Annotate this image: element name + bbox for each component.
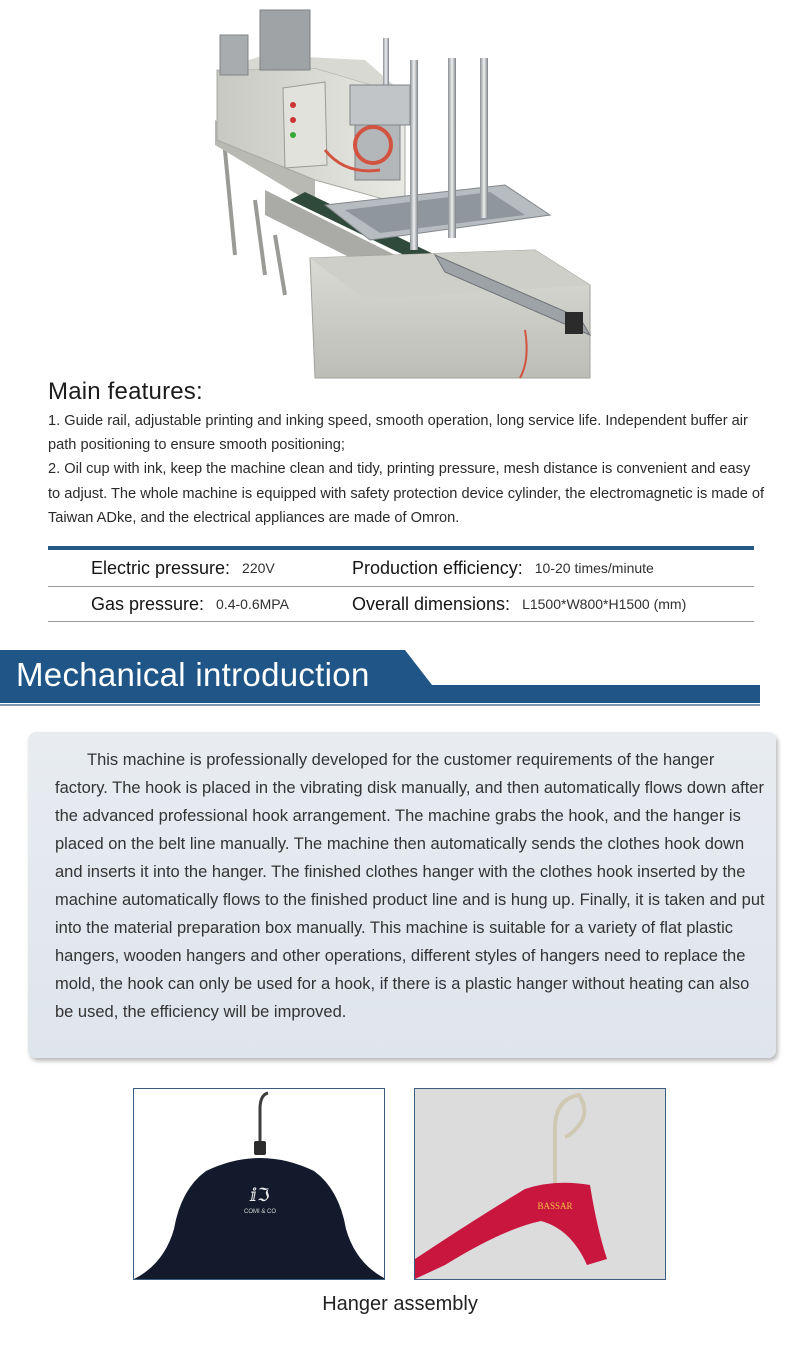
spec-dimensions xyxy=(352,587,686,621)
hanger-logo-text: COMI & CO xyxy=(243,1209,277,1215)
spec-value: L1500*W800*H1500 (mm) xyxy=(522,596,687,612)
spec-value: 220V xyxy=(242,560,275,576)
spec-row xyxy=(48,587,754,622)
black-hanger-photo xyxy=(133,1088,385,1280)
svg-text:ⅈℑ: ⅈℑ xyxy=(250,1185,270,1206)
spec-efficiency xyxy=(352,550,654,586)
machine-photo xyxy=(205,0,605,380)
spec-label: Gas pressure: xyxy=(91,593,205,614)
features-list xyxy=(48,409,766,530)
spec-label: Overall dimensions: xyxy=(352,593,511,614)
description-text: This machine is professionally developed for the customer requirements of the hanger factory. The hook is placed in the vibrating disk manually, and then automatically flows down after the advanced professional hook arrangement. The machine grabs the hook, and the hanger is placed on the belt line manually. The machine then automatically sends the clothes hook down and inserts it into the hanger. The finished clothes hanger with the clothes hook inserted by the machine automatically flows to the finished product line and is hung up. Finally, it is taken and put into the material preparation box manually. This machine is suitable for a variety of flat plastic hangers, wooden hangers and other operations, different styles of hangers need to replace the mold, the hook can only be used for a hook, if there is a plastic hanger without heating can also be used, the efficiency will be improved. xyxy=(55,751,765,1021)
spec-label: Production efficiency: xyxy=(352,557,523,578)
spec-row xyxy=(48,550,754,587)
features-title: Main features: xyxy=(48,378,203,405)
section-title: Mechanical introduction xyxy=(16,656,370,693)
feature-item: 1. Guide rail, adjustable printing and inking speed, smooth operation, long service life. Independent buffer air path positioning to ensure smooth positioning; xyxy=(48,413,748,454)
gallery-caption: Hanger assembly xyxy=(322,1293,478,1315)
spec-gas xyxy=(91,587,289,621)
spec-value: 10-20 times/minute xyxy=(534,560,654,576)
spec-label: Electric pressure: xyxy=(91,557,231,578)
feature-item: 2. Oil cup with ink, keep the machine clean and tidy, printing pressure, mesh distance is convenient and easy to adjust. The whole machine is equipped with safety protection device cylinder, the electromagnetic is made of Taiwan ADke, and the electrical appliances are made of Omron. xyxy=(48,461,765,526)
hanger-logo-text: BASSAR xyxy=(537,1201,573,1211)
spec-table xyxy=(48,546,754,622)
spec-electric xyxy=(91,550,275,586)
red-hanger-photo xyxy=(414,1088,666,1280)
spec-value: 0.4-0.6MPA xyxy=(216,596,289,612)
